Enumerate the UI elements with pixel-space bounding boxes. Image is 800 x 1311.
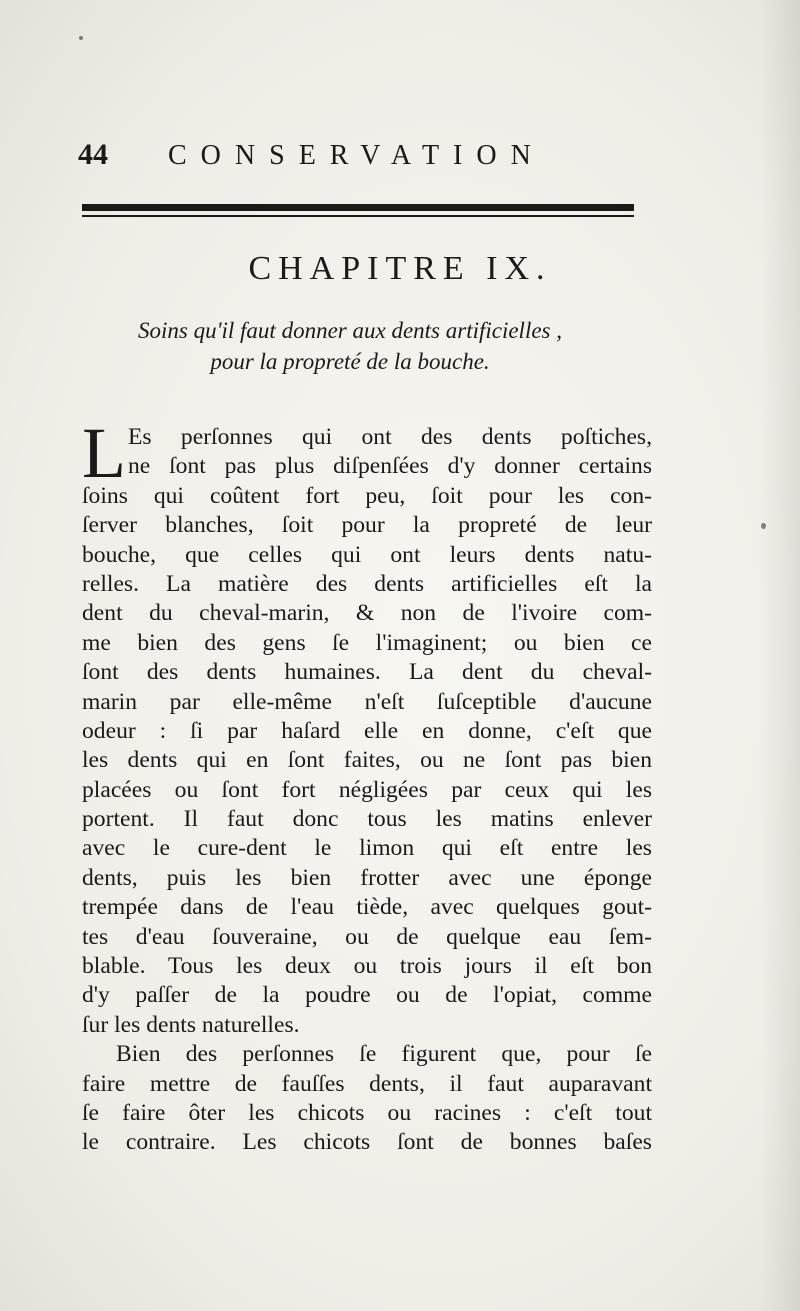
text-line: Bien des perſonnes ſe figurent que, pour ſe [116, 1041, 652, 1068]
text-line: tes d'eau ſouveraine, ou de quelque eau ſem- [82, 923, 652, 950]
text-line: dents, puis les bien frotter avec une éponge [82, 864, 652, 891]
text-line: placées ou ſont fort négligées par ceux qui les [82, 776, 652, 803]
header-rule-thin [82, 215, 634, 217]
text-line: ſerver blanches, ſoit pour la propreté de leur [82, 512, 652, 539]
text-line: bouche, que celles qui ont leurs dents natu- [82, 541, 652, 568]
header-rule-thick [82, 204, 634, 211]
text-line: avec le cure-dent le limon qui eſt entre les [82, 835, 652, 862]
text-line: ſont des dents humaines. La dent du cheval- [82, 659, 652, 686]
text-line: dent du cheval-marin, & non de l'ivoire com- [82, 600, 652, 627]
text-line: odeur : ſi par haſard elle en donne, c'eſt que [82, 717, 652, 744]
page-header [78, 138, 638, 174]
text-line: portent. Il faut donc tous les matins enlever [82, 806, 652, 833]
text-line: ſoins qui coûtent fort peu, ſoit pour les con- [82, 482, 652, 509]
subtitle-line: pour la propreté de la bouche. [210, 349, 490, 374]
ink-dot [761, 523, 766, 529]
text-line: blable. Tous les deux ou trois jours il eſt bon [82, 953, 652, 980]
text-line: ſe faire ôter les chicots ou racines : c'eſt tout [82, 1100, 652, 1126]
text-line: marin par elle-même n'eſt ſuſceptible d'aucune [82, 688, 652, 715]
text-line: les dents qui en ſont faites, ou ne ſont pas bien [82, 747, 652, 774]
page-edge-shadow [760, 0, 800, 1311]
body-text [82, 413, 652, 1158]
text-line: Es perſonnes qui ont des dents poſtiches, [127, 424, 652, 450]
text-line: ne ſont pas plus diſpenſées d'y donner certains [127, 453, 652, 480]
text-line: me bien des gens ſe l'imaginent; ou bien ce [82, 629, 652, 656]
text-line: relles. La matière des dents artificielles eſt la [82, 570, 652, 597]
chapter-title: CHAPITRE IX. [248, 250, 552, 287]
page-number: 44 [78, 138, 108, 171]
text-line: faire mettre de fauſſes dents, il faut auparavant [82, 1070, 652, 1097]
subtitle-line: Soins qu'il faut donner aux dents artificielles , [138, 318, 562, 343]
paragraph-opening [82, 413, 652, 493]
drop-cap: L [82, 413, 126, 493]
text-line: ſur les dents naturelles. [82, 1011, 300, 1038]
ink-dot [79, 36, 83, 40]
text-line: le contraire. Les chicots ſont de bonnes baſes [82, 1129, 652, 1156]
text-line: trempée dans de l'eau tiède, avec quelques gout- [82, 894, 652, 921]
text-line: d'y paſſer de la poudre ou de l'opiat, comme [82, 982, 652, 1009]
chapter-subtitle [60, 315, 640, 377]
running-head: CONSERVATION [168, 140, 545, 171]
